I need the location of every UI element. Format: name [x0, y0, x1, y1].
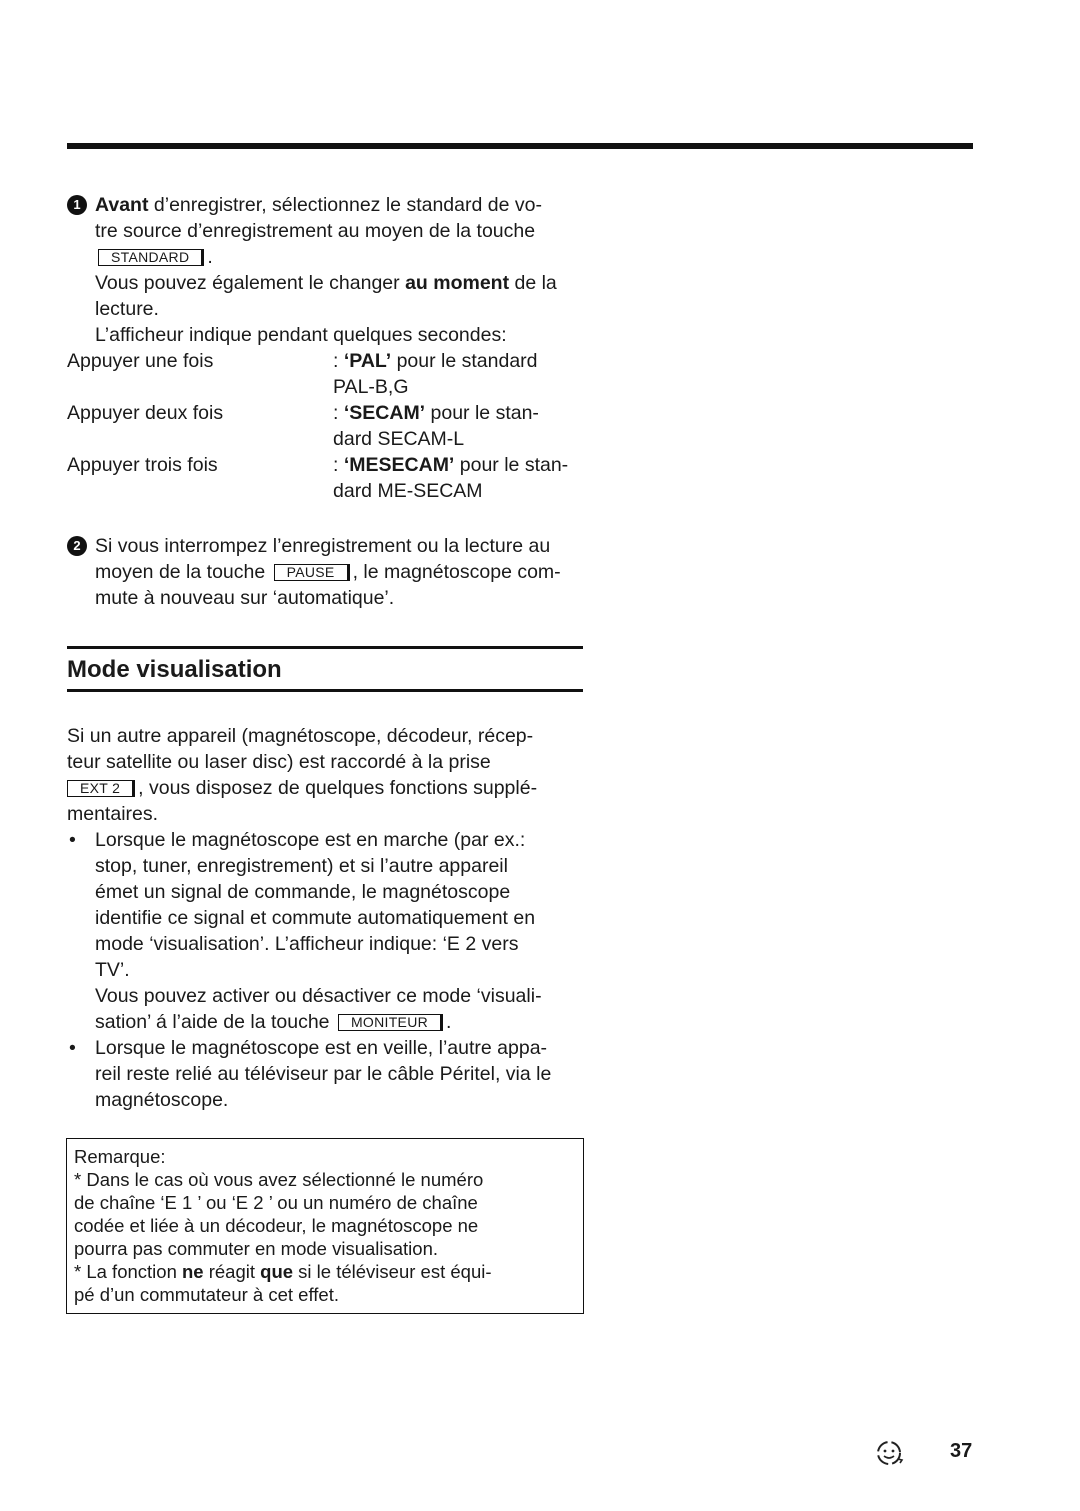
step-2-block [67, 533, 585, 611]
bullet-item-2: • Lorsque le magnétoscope est en veille, l’autre appa- reil reste relié au téléviseur par le câble Péritel, via le magnétoscope. [69, 1037, 552, 1111]
remark-box: Remarque: * Dans le cas où vous avez sélectionné le numéro de chaîne ‘E 1 ’ ou ‘E 2 ’ ou un numéro de chaîne codée et liée à un décodeur, le magnétoscope ne pourra pas commuter en mode visualisation. * La fonction ne réagit que si le téléviseur est équi- pé d’un commutateur à cet effet. [66, 1138, 584, 1314]
mode-row-pal: Appuyer une fois : ‘PAL’ pour le standard PAL-B,G [67, 350, 538, 398]
bullet-dot: • [69, 829, 76, 851]
top-rule [67, 143, 973, 149]
section-title: Mode visualisation [67, 656, 282, 683]
step2-line2: moyen de la touche PAUSE , le magnétoscope com- [95, 561, 561, 583]
ext2-key: EXT 2 [67, 780, 135, 797]
bullet-dot: • [69, 1037, 76, 1059]
step-1-block [67, 192, 585, 504]
bullet-item-1: • Lorsque le magnétoscope est en marche (par ex.: stop, tuner, enregistrement) et si l’autre appareil émet un signal de commande, le magnétoscope identifie ce signal et commute automatiquement en mode ‘visualisation’. L’afficheur indique: ‘E 2 vers TV’. Vous pouvez activer ou désactiver ce mode ‘visuali- sation’ á l’aide de la touche MONITEUR . [69, 829, 542, 1033]
recycle-face-icon [873, 1437, 905, 1469]
mode-row-mesecam: Appuyer trois fois : ‘MESECAM’ pour le stan- dard ME-SECAM [67, 454, 569, 502]
section-body [67, 723, 585, 1113]
step1-line1: Avant d’enregistrer, sélectionnez le standard de vo- [95, 194, 542, 216]
intro-line3: EXT 2 , vous disposez de quelques fonctions supplé- [67, 775, 585, 801]
intro-line4: mentaires. [67, 803, 159, 825]
remark-title: Remarque: [74, 1146, 166, 1167]
page-number: 37 [950, 1440, 973, 1462]
standard-key: STANDARD [98, 249, 204, 266]
step1-line5: lecture. [95, 298, 159, 320]
mode-row-secam: Appuyer deux fois : ‘SECAM’ pour le stan- dard SECAM-L [67, 402, 539, 450]
step1-line2: tre source d’enregistrement au moyen de la touche [95, 220, 536, 242]
intro-line1: Si un autre appareil (magnétoscope, décodeur, récep- [67, 725, 534, 747]
step2-line1: Si vous interrompez l’enregistrement ou la lecture au [95, 535, 551, 557]
step1-line4: Vous pouvez également le changer au moment de la [95, 272, 557, 294]
step2-line3: mute à nouveau sur ‘automatique’. [95, 587, 395, 609]
section-header [67, 646, 583, 692]
step1-line3: STANDARD . [95, 244, 585, 270]
step-number-2: 2 [67, 536, 87, 556]
pause-key: PAUSE [274, 564, 350, 581]
step1-line6: L’afficheur indique pendant quelques secondes: [95, 324, 507, 346]
moniteur-key: MONITEUR [338, 1014, 443, 1031]
intro-line2: teur satellite ou laser disc) est raccordé à la prise [67, 751, 491, 773]
step-number-1: 1 [67, 195, 87, 215]
